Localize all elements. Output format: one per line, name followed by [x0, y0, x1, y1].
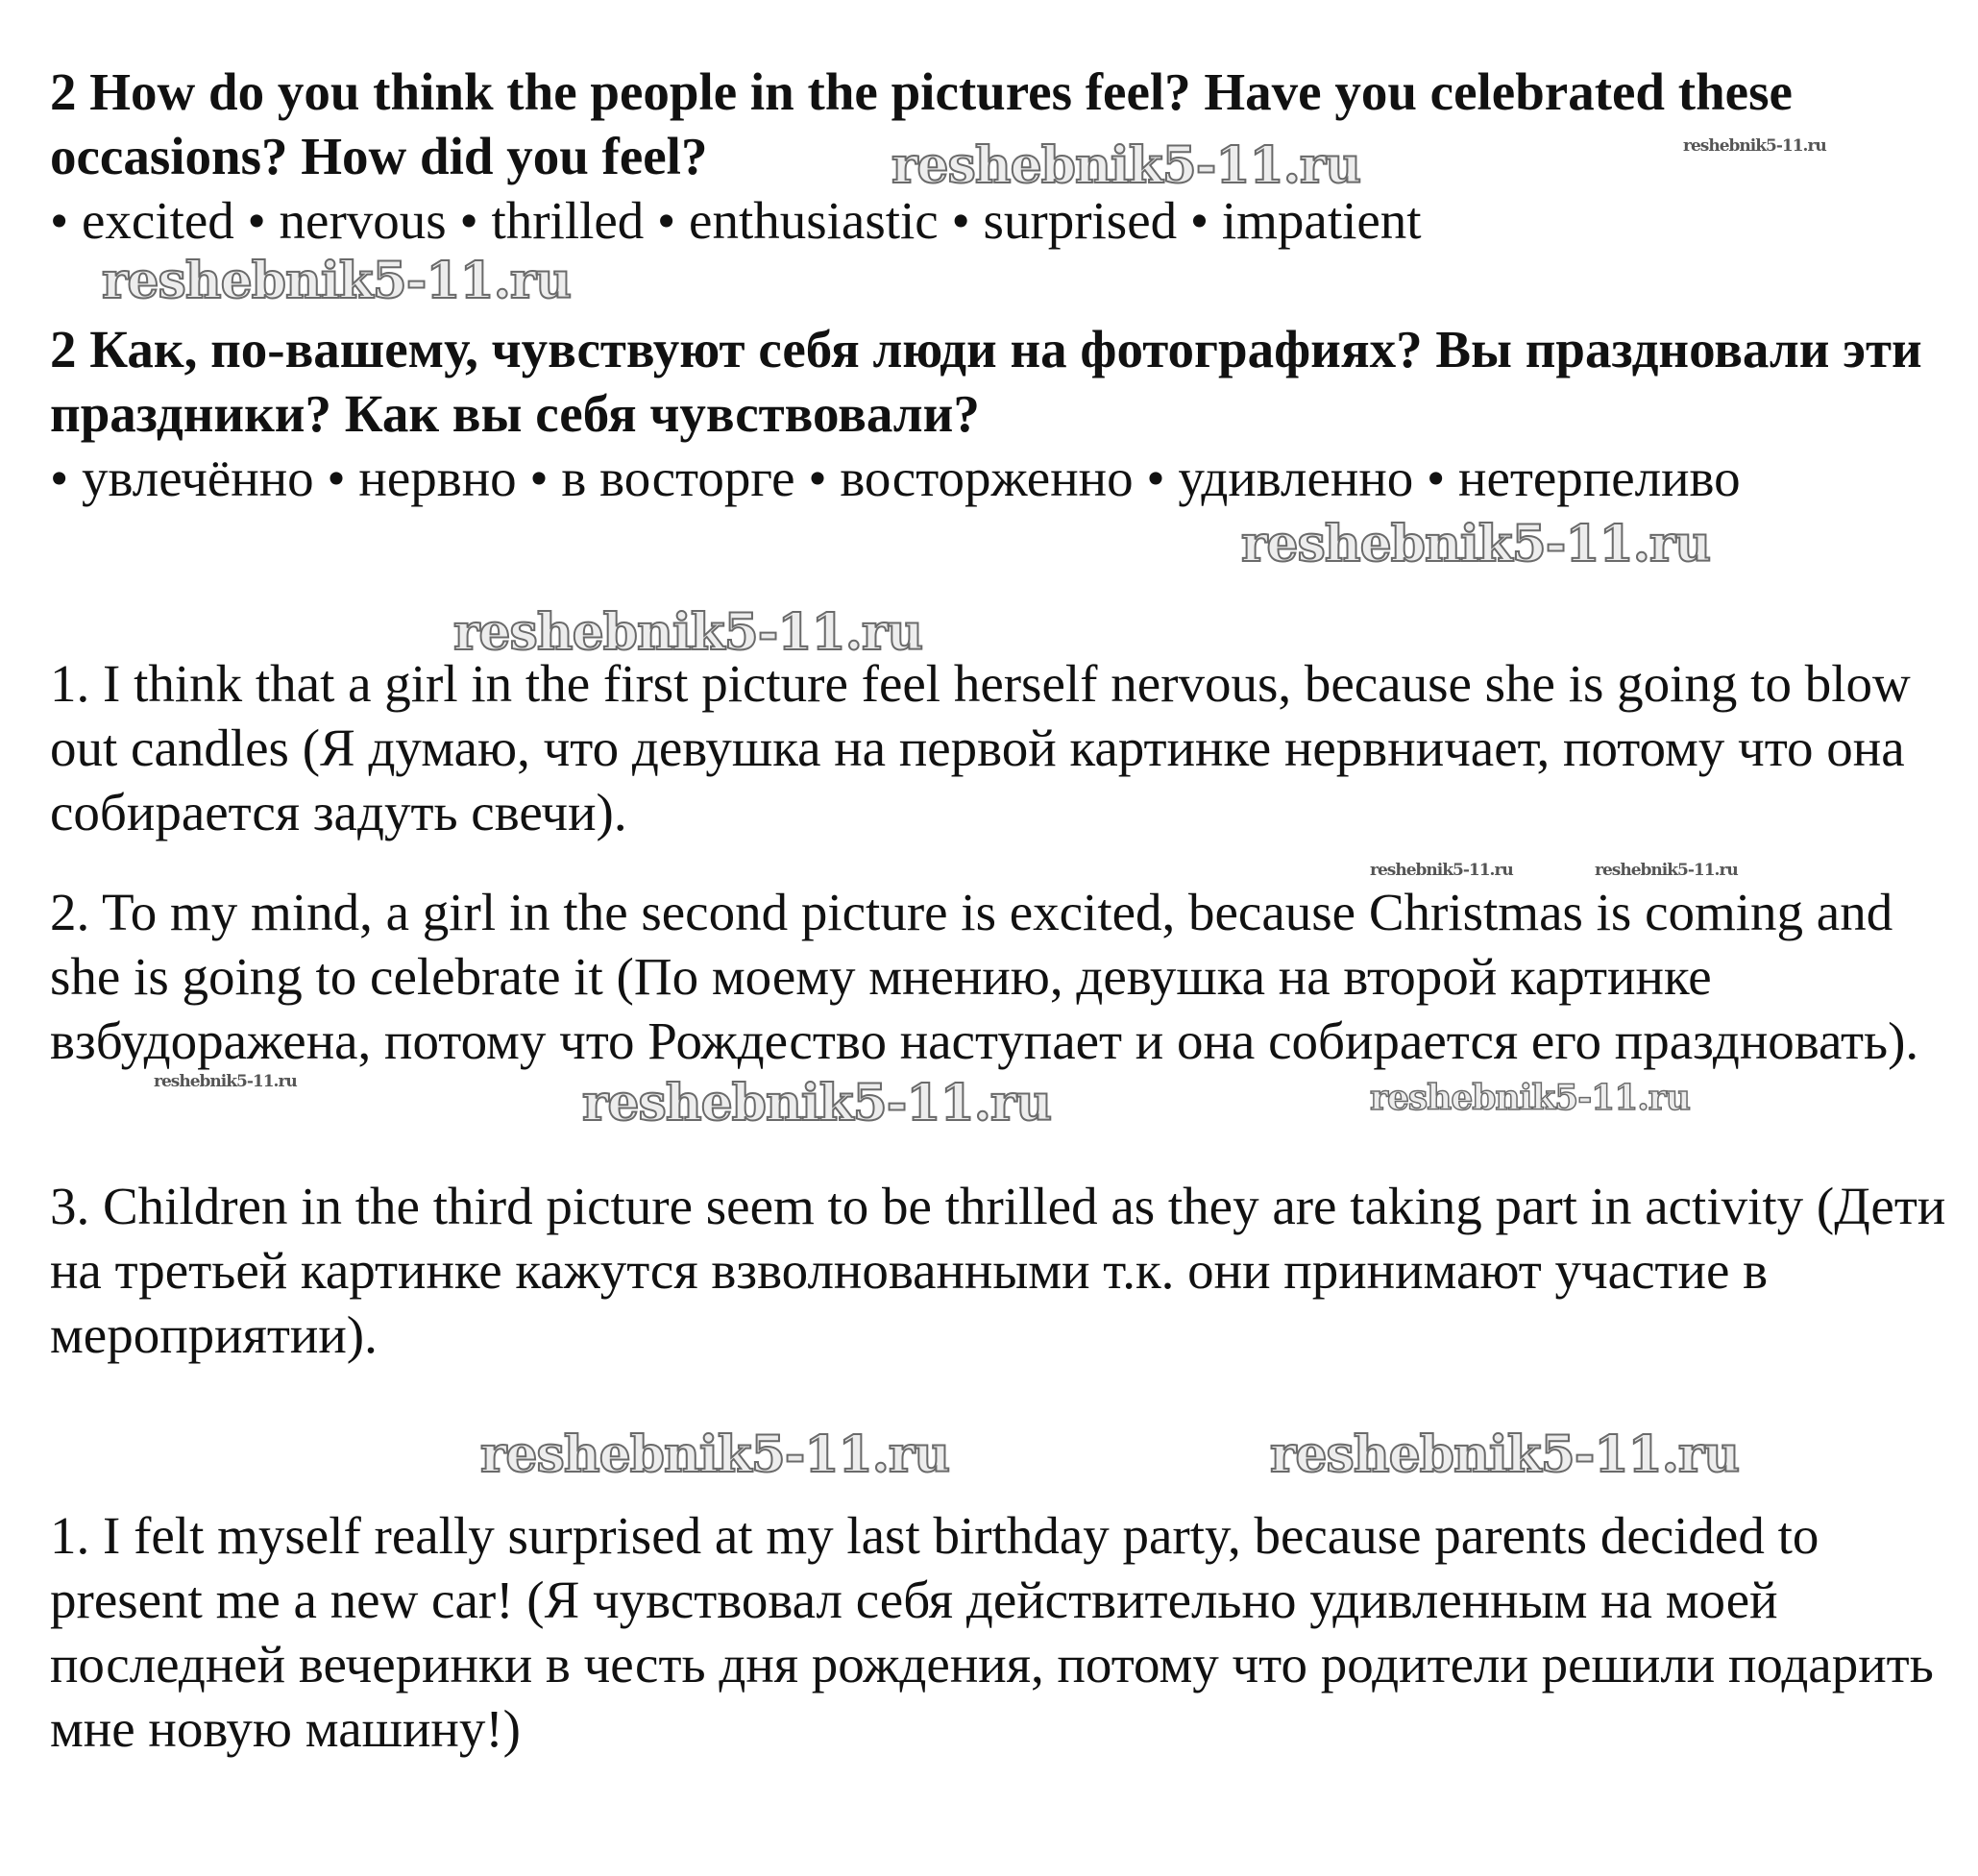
watermark: reshebnik5-11.ru	[1595, 861, 1738, 880]
watermark: reshebnik5-11.ru	[582, 1074, 1052, 1133]
task-word-list-ru: • увлечённо • нервно • в восторге • восторженно • удивленно • нетерпеливо	[50, 449, 1741, 507]
watermark: reshebnik5-11.ru	[1370, 1078, 1690, 1118]
task-word-list-en: • excited • nervous • thrilled • enthusiastic • surprised • impatient	[50, 191, 1422, 250]
task-question-ru: 2 Как, по-вашему, чувствуют себя люди на фотографиях? Вы праздновали эти праздники? Как вы себя чувствовали?	[50, 320, 1922, 443]
answer-2: 2. To my mind, a girl in the second picture is excited, because Christmas is coming and she is going to celebrate it (По моему мнению, девушка на второй картинке взбудоражена, потому что Рождество наступает и она собирается его праздновать).	[50, 883, 1919, 1070]
watermark: reshebnik5-11.ru	[1270, 1425, 1740, 1484]
watermark: reshebnik5-11.ru	[1370, 861, 1513, 880]
watermark: reshebnik5-11.ru	[1683, 136, 1826, 156]
watermark: reshebnik5-11.ru	[154, 1072, 297, 1091]
answer-personal: 1. I felt myself really surprised at my last birthday party, because parents decided to present me a new car! (Я чувствовал себя действительно удивленным на моей последней вечеринки в честь дня рождения, потому что родители решили подарить мне новую машину!)	[50, 1506, 1934, 1758]
watermark: reshebnik5-11.ru	[480, 1425, 950, 1484]
watermark: reshebnik5-11.ru	[453, 603, 923, 662]
watermark: reshebnik5-11.ru	[891, 136, 1361, 195]
answer-1: 1. I think that a girl in the first picture feel herself nervous, because she is going to blow out candles (Я думаю, что девушка на первой картинке нервничает, потому что она собирается задуть свечи).	[50, 654, 1911, 841]
task-question-en: 2 How do you think the people in the pictures feel? Have you celebrated these occasions? How did you feel?	[50, 62, 1793, 185]
answer-3: 3. Children in the third picture seem to be thrilled as they are taking part in activity (Дети на третьей картинке кажутся взволнованными т.к. они принимают участие в мероприятии).	[50, 1177, 1946, 1364]
watermark: reshebnik5-11.ru	[1241, 515, 1711, 573]
watermark: reshebnik5-11.ru	[102, 252, 572, 310]
